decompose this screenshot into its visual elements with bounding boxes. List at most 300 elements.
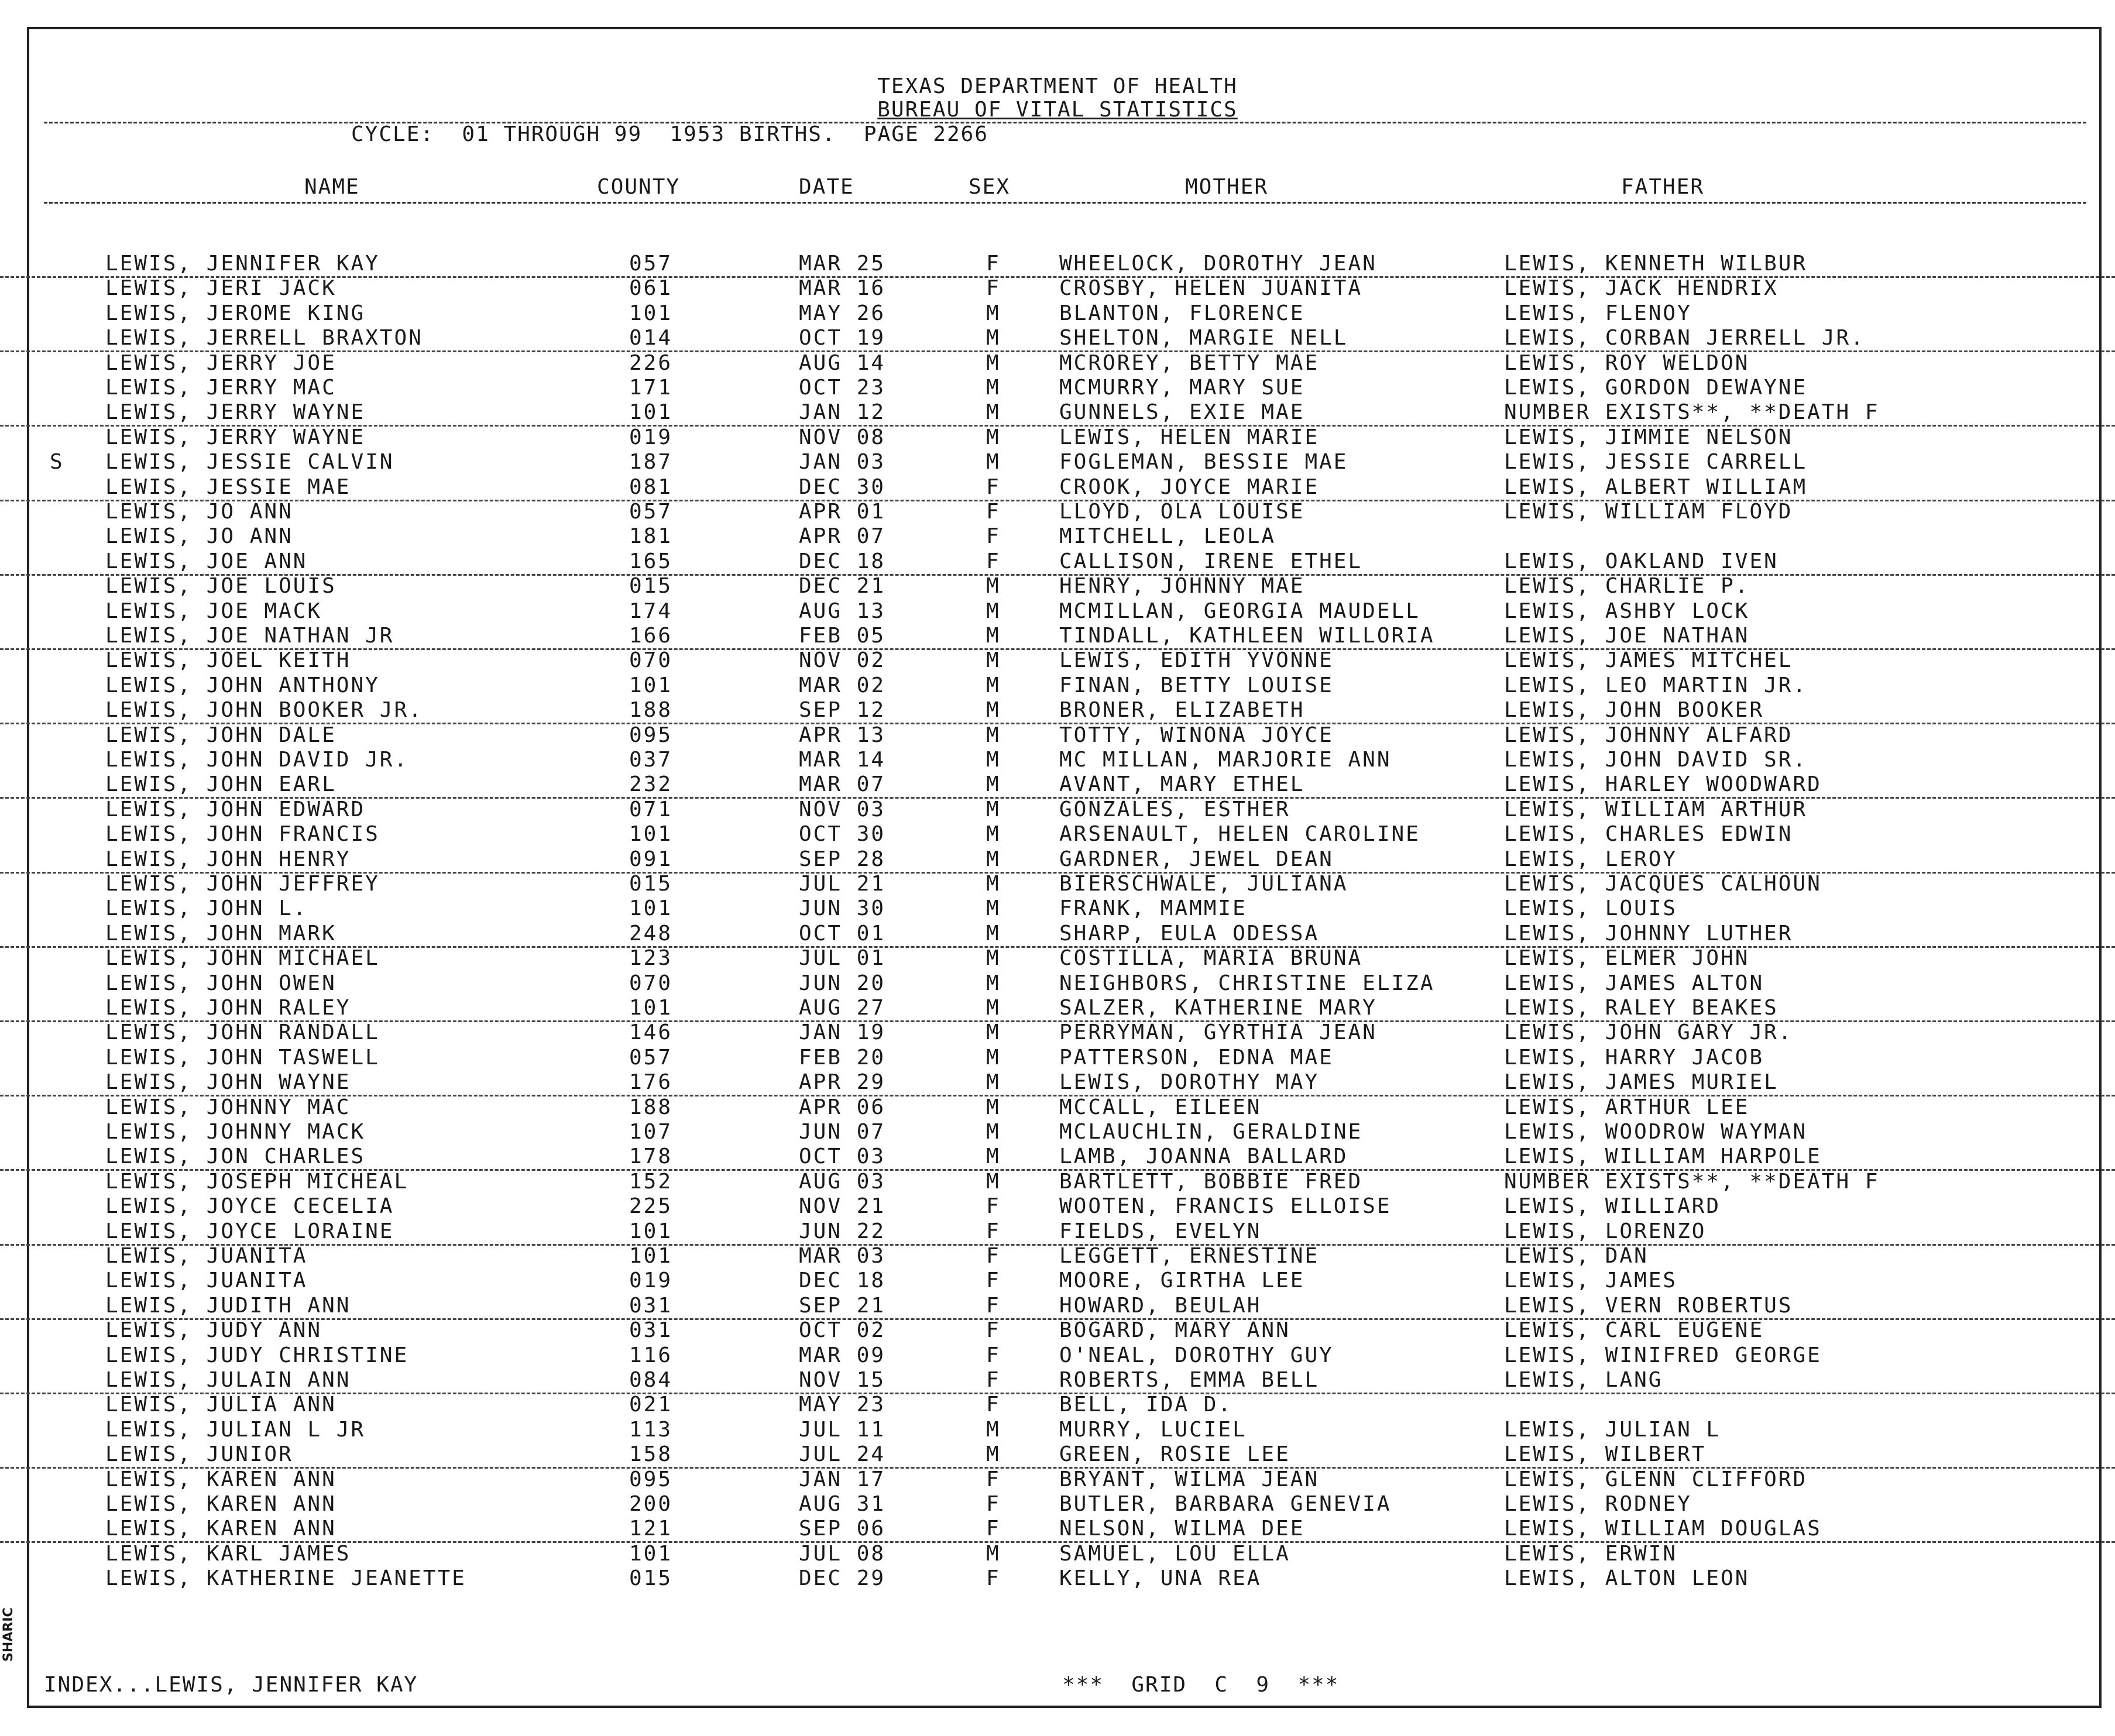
- cell-name: LEWIS, JERRY MAC: [105, 376, 337, 400]
- cell-mother: SHARP, EULA ODESSA: [1059, 921, 1320, 946]
- cell-date: SEP 06: [799, 1517, 886, 1541]
- cell-mother: BIERSCHWALE, JULIANA: [1059, 872, 1348, 896]
- cell-county: 061: [629, 276, 673, 301]
- table-row: [0, 301, 2115, 326]
- table-row: [0, 351, 2115, 376]
- cell-name: LEWIS, JUANITA: [105, 1244, 308, 1268]
- cell-name: LEWIS, JOHN WAYNE: [105, 1070, 351, 1095]
- cell-sex: M: [986, 1417, 1001, 1442]
- cell-name: LEWIS, JOHN ANTHONY: [105, 673, 380, 697]
- cell-county: 015: [629, 872, 673, 896]
- cell-name: LEWIS, JOHNNY MAC: [105, 1095, 351, 1119]
- cell-mother: SALZER, KATHERINE MARY: [1059, 996, 1377, 1020]
- cell-sex: F: [986, 1194, 1001, 1219]
- cell-date: MAR 14: [799, 748, 886, 772]
- cell-mother: LEWIS, HELEN MARIE: [1059, 425, 1320, 449]
- cell-mother: FRANK, MAMMIE: [1059, 896, 1247, 921]
- cell-mother: AVANT, MARY ETHEL: [1059, 772, 1305, 797]
- table-row: [0, 326, 2115, 352]
- cell-father: LEWIS, JAMES ALTON: [1504, 971, 1764, 995]
- cell-sex: F: [986, 276, 1001, 301]
- cell-sex: M: [986, 797, 1001, 821]
- cell-county: 200: [629, 1492, 673, 1516]
- table-row: [0, 1020, 2115, 1045]
- cell-mother: SAMUEL, LOU ELLA: [1059, 1541, 1290, 1566]
- table-row: [0, 822, 2115, 847]
- cell-mother: BUTLER, BARBARA GENEVIA: [1059, 1492, 1392, 1516]
- table-row: [0, 624, 2115, 650]
- cell-father: LEWIS, GLENN CLIFFORD: [1504, 1467, 1808, 1491]
- cell-mother: COSTILLA, MARIA BRUNA: [1059, 946, 1363, 971]
- cell-mother: KELLY, UNA REA: [1059, 1566, 1262, 1591]
- cell-mother: TINDALL, KATHLEEN WILLORIA: [1059, 624, 1435, 648]
- cell-mother: MC MILLAN, MARJORIE ANN: [1059, 748, 1392, 772]
- table-row: [0, 1219, 2115, 1246]
- cell-name: LEWIS, JERRY WAYNE: [105, 400, 366, 425]
- cell-mother: SHELTON, MARGIE NELL: [1059, 326, 1348, 350]
- cell-father: LEWIS, JAMES MITCHEL: [1504, 648, 1793, 673]
- cell-father: LEWIS, LANG: [1504, 1368, 1663, 1392]
- cell-date: JUL 21: [799, 872, 886, 896]
- cell-name: LEWIS, KAREN ANN: [105, 1492, 337, 1516]
- cell-date: DEC 30: [799, 475, 886, 499]
- cell-date: AUG 31: [799, 1492, 886, 1516]
- table-row: [0, 475, 2115, 501]
- table-row: [0, 524, 2115, 549]
- cell-county: 101: [629, 673, 673, 697]
- cell-mother: HOWARD, BEULAH: [1059, 1293, 1262, 1318]
- cell-date: MAR 07: [799, 772, 886, 797]
- cell-father: NUMBER EXISTS**, **DEATH F: [1504, 1169, 1880, 1194]
- cell-name: LEWIS, JUDY ANN: [105, 1318, 322, 1343]
- cell-county: 015: [629, 1566, 673, 1591]
- cell-mother: MCCALL, EILEEN: [1059, 1095, 1262, 1119]
- cell-county: 107: [629, 1120, 673, 1144]
- cell-sex: M: [986, 400, 1001, 425]
- cell-mother: NELSON, WILMA DEE: [1059, 1517, 1305, 1541]
- cell-name: LEWIS, JUDITH ANN: [105, 1293, 351, 1318]
- cell-date: NOV 21: [799, 1194, 886, 1219]
- cell-sex: M: [986, 1095, 1001, 1119]
- cell-sex: M: [986, 1045, 1001, 1070]
- cell-county: 176: [629, 1070, 673, 1095]
- table-row: [0, 748, 2115, 772]
- cell-name: LEWIS, JOYCE LORAINE: [105, 1219, 394, 1243]
- cell-father: LEWIS, WILBERT: [1504, 1442, 1707, 1467]
- cell-date: NOV 08: [799, 425, 886, 449]
- cell-mother: ARSENAULT, HELEN CAROLINE: [1059, 822, 1420, 847]
- cell-county: 057: [629, 1045, 673, 1070]
- cell-mother: WOOTEN, FRANCIS ELLOISE: [1059, 1194, 1392, 1219]
- cell-date: JUN 30: [799, 896, 886, 921]
- table-row: [0, 1046, 2115, 1070]
- column-header-father: FATHER: [1621, 175, 1705, 199]
- cell-name: LEWIS, JERRY WAYNE: [105, 425, 366, 449]
- cell-father: LEWIS, ALTON LEON: [1504, 1566, 1750, 1591]
- index-footer: INDEX...LEWIS, JENNIFER KAY: [44, 1673, 418, 1697]
- cell-date: APR 06: [799, 1095, 886, 1119]
- table-row: [0, 772, 2115, 799]
- cell-date: APR 29: [799, 1070, 886, 1095]
- cell-county: 019: [629, 1269, 673, 1293]
- cell-date: AUG 13: [799, 599, 886, 623]
- cell-father: LEWIS, WILLIAM FLOYD: [1504, 500, 1793, 524]
- table-row: [0, 847, 2115, 874]
- cell-father: LEWIS, WILLIAM ARTHUR: [1504, 797, 1808, 821]
- cell-date: JUN 22: [799, 1219, 886, 1243]
- cell-name: LEWIS, KARL JAMES: [105, 1541, 351, 1566]
- cell-date: JAN 03: [799, 450, 886, 475]
- cell-date: OCT 03: [799, 1144, 886, 1169]
- table-row: [0, 1542, 2115, 1566]
- cell-sex: M: [986, 772, 1001, 797]
- cell-date: JUN 20: [799, 971, 886, 995]
- cell-father: LEWIS, LEROY: [1504, 847, 1678, 871]
- cell-name: LEWIS, JOHN MICHAEL: [105, 946, 380, 971]
- cell-sex: M: [986, 822, 1001, 847]
- cell-county: 113: [629, 1417, 673, 1442]
- table-row: [0, 1467, 2115, 1492]
- cell-name: LEWIS, JOHN TASWELL: [105, 1045, 380, 1070]
- cell-date: DEC 29: [799, 1566, 886, 1591]
- cell-sex: M: [986, 301, 1001, 325]
- table-row: [0, 450, 2115, 475]
- cell-county: 101: [629, 400, 673, 425]
- cell-mother: GUNNELS, EXIE MAE: [1059, 400, 1305, 425]
- table-row: [0, 1517, 2115, 1543]
- cell-sex: M: [986, 847, 1001, 871]
- cell-date: SEP 12: [799, 698, 886, 723]
- cell-sex: M: [986, 599, 1001, 623]
- cell-county: 116: [629, 1343, 673, 1367]
- cycle-line: CYCLE: 01 THROUGH 99 1953 BIRTHS. PAGE 2266: [351, 122, 988, 146]
- cell-father: LEWIS, JOHNNY LUTHER: [1504, 921, 1793, 946]
- cell-county: 101: [629, 1244, 673, 1268]
- table-row: [0, 698, 2115, 724]
- cell-date: OCT 19: [799, 326, 886, 350]
- cell-sex: M: [986, 1541, 1001, 1566]
- cell-date: JAN 12: [799, 400, 886, 425]
- table-row: [0, 1294, 2115, 1320]
- cell-sex: M: [986, 450, 1001, 475]
- cell-father: LEWIS, LEO MARTIN JR.: [1504, 673, 1808, 697]
- cell-sex: F: [986, 1293, 1001, 1318]
- cell-name: LEWIS, JUNIOR: [105, 1442, 293, 1467]
- cell-date: MAR 09: [799, 1343, 886, 1367]
- cell-mother: HENRY, JOHNNY MAE: [1059, 574, 1305, 599]
- table-row: [0, 1442, 2115, 1469]
- cell-father: LEWIS, ELMER JOHN: [1504, 946, 1750, 971]
- cell-sex: F: [986, 475, 1001, 499]
- cell-county: 166: [629, 624, 673, 648]
- cell-father: LEWIS, CORBAN JERRELL JR.: [1504, 326, 1865, 350]
- cell-county: 081: [629, 475, 673, 499]
- cell-mother: GONZALES, ESTHER: [1059, 797, 1290, 821]
- cell-county: 095: [629, 723, 673, 747]
- cell-name: LEWIS, JOE ANN: [105, 549, 308, 573]
- cell-sex: M: [986, 1442, 1001, 1467]
- cell-name: LEWIS, JOHN OWEN: [105, 971, 337, 995]
- cell-mother: MCLAUCHLIN, GERALDINE: [1059, 1120, 1363, 1144]
- cell-county: 095: [629, 1467, 673, 1491]
- table-row: [0, 549, 2115, 576]
- cell-name: LEWIS, JO ANN: [105, 524, 293, 549]
- cell-father: LEWIS, WILLIARD: [1504, 1194, 1721, 1219]
- table-row: [0, 797, 2115, 822]
- cell-father: LEWIS, ALBERT WILLIAM: [1504, 475, 1808, 499]
- cell-county: 123: [629, 946, 673, 971]
- cell-name: LEWIS, JEROME KING: [105, 301, 366, 325]
- cell-sex: F: [986, 1393, 1001, 1417]
- table-row: [0, 1144, 2115, 1171]
- table-row: [0, 574, 2115, 599]
- table-row: [0, 376, 2115, 400]
- cell-father: LEWIS, JIMMIE NELSON: [1504, 425, 1793, 449]
- cell-sex: M: [986, 1144, 1001, 1169]
- column-header-county: COUNTY: [597, 175, 681, 199]
- table-row: [0, 1244, 2115, 1269]
- cell-sex: M: [986, 723, 1001, 747]
- cell-father: NUMBER EXISTS**, **DEATH F: [1504, 400, 1880, 425]
- cell-county: 165: [629, 549, 673, 573]
- cell-name: LEWIS, JOE LOUIS: [105, 574, 337, 599]
- cell-sex: F: [986, 1269, 1001, 1293]
- cell-county: 226: [629, 350, 673, 375]
- table-row: [0, 276, 2115, 301]
- cell-mother: ROBERTS, EMMA BELL: [1059, 1368, 1320, 1392]
- cell-county: 232: [629, 772, 673, 797]
- cell-name: LEWIS, JOHN RANDALL: [105, 1020, 380, 1045]
- table-row: [0, 1095, 2115, 1120]
- cell-county: 101: [629, 896, 673, 921]
- table-row: [0, 1070, 2115, 1096]
- cell-mother: LEWIS, DOROTHY MAY: [1059, 1070, 1320, 1095]
- cell-mother: MOORE, GIRTHA LEE: [1059, 1269, 1305, 1293]
- cell-county: 178: [629, 1144, 673, 1169]
- cell-sex: M: [986, 896, 1001, 921]
- cell-date: NOV 02: [799, 648, 886, 673]
- cell-date: FEB 05: [799, 624, 886, 648]
- cell-father: LEWIS, RALEY BEAKES: [1504, 996, 1778, 1020]
- cell-date: DEC 18: [799, 549, 886, 573]
- cell-mother: BARTLETT, BOBBIE FRED: [1059, 1169, 1363, 1194]
- cell-father: LEWIS, WINIFRED GEORGE: [1504, 1343, 1822, 1367]
- cell-mother: FINAN, BETTY LOUISE: [1059, 673, 1334, 697]
- cell-mother: CALLISON, IRENE ETHEL: [1059, 549, 1363, 573]
- column-header-name: NAME: [304, 175, 360, 199]
- cell-name: LEWIS, JOHN EARL: [105, 772, 337, 797]
- cell-name: LEWIS, JUANITA: [105, 1269, 308, 1293]
- cell-sex: F: [986, 549, 1001, 573]
- table-row: [0, 723, 2115, 748]
- cell-sex: M: [986, 350, 1001, 375]
- cell-sex: M: [986, 996, 1001, 1020]
- cell-name: LEWIS, JOHN JEFFREY: [105, 872, 380, 896]
- table-row: [0, 946, 2115, 971]
- grid-footer: *** GRID C 9 ***: [1062, 1673, 1340, 1697]
- cell-sex: M: [986, 921, 1001, 946]
- cell-sex: F: [986, 1244, 1001, 1268]
- cell-name: LEWIS, JOE MACK: [105, 599, 322, 623]
- cell-name: LEWIS, JESSIE MAE: [105, 475, 351, 499]
- cell-mother: BOGARD, MARY ANN: [1059, 1318, 1290, 1343]
- cell-date: OCT 02: [799, 1318, 886, 1343]
- cell-father: LEWIS, ASHBY LOCK: [1504, 599, 1750, 623]
- cell-mother: MCMURRY, MARY SUE: [1059, 376, 1305, 400]
- cell-date: JUL 24: [799, 1442, 886, 1467]
- cell-father: LEWIS, JESSIE CARRELL: [1504, 450, 1808, 475]
- cell-father: LEWIS, KENNETH WILBUR: [1504, 252, 1808, 276]
- cell-county: 057: [629, 252, 673, 276]
- cell-name: LEWIS, JOHN RALEY: [105, 996, 351, 1020]
- cell-county: 014: [629, 326, 673, 350]
- cell-sex: M: [986, 376, 1001, 400]
- cell-date: FEB 20: [799, 1045, 886, 1070]
- cell-county: 188: [629, 1095, 673, 1119]
- cell-name: LEWIS, JOHN EDWARD: [105, 797, 366, 821]
- column-header-sex: SEX: [969, 175, 1011, 199]
- cell-father: LEWIS, OAKLAND IVEN: [1504, 549, 1778, 573]
- cell-father: LEWIS, JOHN DAVID SR.: [1504, 748, 1808, 772]
- cell-sex: M: [986, 574, 1001, 599]
- cell-mother: PATTERSON, EDNA MAE: [1059, 1045, 1334, 1070]
- cell-mother: MITCHELL, LEOLA: [1059, 524, 1276, 549]
- cell-date: NOV 15: [799, 1368, 886, 1392]
- cell-father: LEWIS, DAN: [1504, 1244, 1649, 1268]
- cell-father: LEWIS, LORENZO: [1504, 1219, 1707, 1243]
- cell-date: DEC 21: [799, 574, 886, 599]
- table-row: [0, 1343, 2115, 1368]
- cell-sex: M: [986, 326, 1001, 350]
- cell-flag: S: [50, 450, 64, 475]
- cell-father: LEWIS, GORDON DEWAYNE: [1504, 376, 1808, 400]
- cell-county: 037: [629, 748, 673, 772]
- table-row: [0, 872, 2115, 896]
- cell-county: 091: [629, 847, 673, 871]
- cell-name: LEWIS, JON CHARLES: [105, 1144, 366, 1169]
- cell-sex: F: [986, 1368, 1001, 1392]
- cell-county: 225: [629, 1194, 673, 1219]
- cell-sex: F: [986, 1566, 1001, 1591]
- cell-mother: BLANTON, FLORENCE: [1059, 301, 1305, 325]
- table-row: [0, 400, 2115, 427]
- cell-father: LEWIS, JAMES: [1504, 1269, 1678, 1293]
- cell-county: 248: [629, 921, 673, 946]
- cell-county: 019: [629, 425, 673, 449]
- cell-county: 101: [629, 1541, 673, 1566]
- cell-county: 101: [629, 996, 673, 1020]
- cell-father: LEWIS, HARRY JACOB: [1504, 1045, 1764, 1070]
- table-row: [0, 996, 2115, 1022]
- column-header-date: DATE: [799, 175, 854, 199]
- cell-mother: CROOK, JOYCE MARIE: [1059, 475, 1320, 499]
- cell-name: LEWIS, JOHN DALE: [105, 723, 337, 747]
- cell-date: SEP 28: [799, 847, 886, 871]
- cell-mother: BRONER, ELIZABETH: [1059, 698, 1305, 723]
- bureau-title: BUREAU OF VITAL STATISTICS: [877, 98, 1238, 122]
- cell-date: JAN 17: [799, 1467, 886, 1491]
- cell-date: SEP 21: [799, 1293, 886, 1318]
- cell-mother: MURRY, LUCIEL: [1059, 1417, 1247, 1442]
- cell-father: LEWIS, JOHNNY ALFARD: [1504, 723, 1793, 747]
- cell-date: APR 01: [799, 500, 886, 524]
- table-row: [0, 1120, 2115, 1144]
- cell-name: LEWIS, JOEL KEITH: [105, 648, 351, 673]
- cell-sex: M: [986, 673, 1001, 697]
- cell-mother: CROSBY, HELEN JUANITA: [1059, 276, 1363, 301]
- cell-date: MAY 26: [799, 301, 886, 325]
- cell-mother: GARDNER, JEWEL DEAN: [1059, 847, 1334, 871]
- cell-date: DEC 18: [799, 1269, 886, 1293]
- cell-father: LEWIS, JAMES MURIEL: [1504, 1070, 1778, 1095]
- cell-sex: M: [986, 1020, 1001, 1045]
- cell-county: 070: [629, 648, 673, 673]
- column-header-mother: MOTHER: [1185, 175, 1269, 199]
- cell-date: MAR 16: [799, 276, 886, 301]
- cell-county: 057: [629, 500, 673, 524]
- table-row: [0, 1393, 2115, 1417]
- cell-father: LEWIS, CHARLIE P.: [1504, 574, 1750, 599]
- cell-mother: LEGGETT, ERNESTINE: [1059, 1244, 1320, 1268]
- table-row: [0, 252, 2115, 278]
- table-row: [0, 1269, 2115, 1293]
- cell-sex: M: [986, 1169, 1001, 1194]
- cell-county: 187: [629, 450, 673, 475]
- cell-sex: M: [986, 872, 1001, 896]
- header-divider: [44, 122, 2086, 123]
- cell-father: LEWIS, ARTHUR LEE: [1504, 1095, 1750, 1119]
- cell-father: LEWIS, FLENOY: [1504, 301, 1692, 325]
- table-row: [0, 599, 2115, 624]
- cell-county: 121: [629, 1517, 673, 1541]
- cell-father: LEWIS, JACQUES CALHOUN: [1504, 872, 1822, 896]
- cell-mother: BELL, IDA D.: [1059, 1393, 1233, 1417]
- cell-sex: F: [986, 1517, 1001, 1541]
- table-row: [0, 425, 2115, 450]
- cell-father: LEWIS, RODNEY: [1504, 1492, 1692, 1516]
- cell-sex: F: [986, 500, 1001, 524]
- cell-mother: LEWIS, EDITH YVONNE: [1059, 648, 1334, 673]
- cell-mother: PERRYMAN, GYRTHIA JEAN: [1059, 1020, 1377, 1045]
- cell-mother: FOGLEMAN, BESSIE MAE: [1059, 450, 1348, 475]
- cell-name: LEWIS, JOHN MARK: [105, 921, 337, 946]
- cell-county: 021: [629, 1393, 673, 1417]
- cell-sex: M: [986, 971, 1001, 995]
- table-row: [0, 1170, 2115, 1194]
- cell-father: LEWIS, CHARLES EDWIN: [1504, 822, 1793, 847]
- cell-father: LEWIS, JOHN BOOKER: [1504, 698, 1764, 723]
- cell-sex: F: [986, 1343, 1001, 1367]
- cell-sex: F: [986, 252, 1001, 276]
- cell-father: LEWIS, JACK HENDRIX: [1504, 276, 1778, 301]
- cell-date: JUL 11: [799, 1417, 886, 1442]
- cell-county: 031: [629, 1318, 673, 1343]
- cell-date: MAR 03: [799, 1244, 886, 1268]
- cell-county: 181: [629, 524, 673, 549]
- cell-name: LEWIS, JOHN FRANCIS: [105, 822, 380, 847]
- cell-date: MAR 25: [799, 252, 886, 276]
- cell-date: APR 07: [799, 524, 886, 549]
- table-row: [0, 896, 2115, 921]
- cell-date: JUL 01: [799, 946, 886, 971]
- cell-date: APR 13: [799, 723, 886, 747]
- cell-sex: M: [986, 648, 1001, 673]
- table-row: [0, 1566, 2115, 1591]
- cell-name: LEWIS, JULIAN L JR: [105, 1417, 366, 1442]
- cell-date: OCT 23: [799, 376, 886, 400]
- cell-name: LEWIS, JULIA ANN: [105, 1393, 337, 1417]
- column-header-divider: [44, 202, 2086, 204]
